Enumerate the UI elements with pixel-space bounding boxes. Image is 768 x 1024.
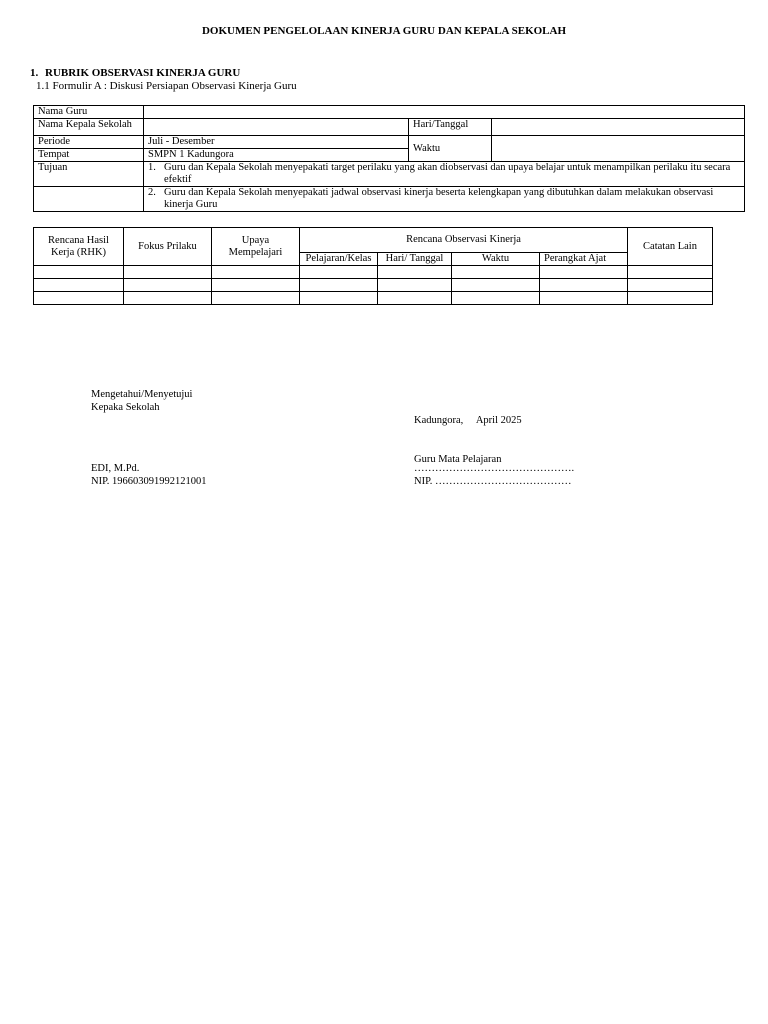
table-row: [34, 279, 713, 292]
subheader-perangkat: Perangkat Ajat: [540, 253, 628, 266]
cell[interactable]: [34, 292, 124, 305]
signature-left-name: EDI, M.Pd.: [91, 463, 140, 474]
signature-left-nip: NIP. 196603091992121001: [91, 476, 207, 487]
cell[interactable]: [628, 266, 713, 279]
cell[interactable]: [628, 292, 713, 305]
cell[interactable]: [452, 266, 540, 279]
table-row: [34, 266, 713, 279]
cell[interactable]: [378, 266, 452, 279]
row-periode: [34, 136, 745, 149]
cell[interactable]: [34, 279, 124, 292]
cell[interactable]: [540, 266, 628, 279]
tempat-value: SMPN 1 Kadungora: [144, 149, 409, 162]
cell[interactable]: [540, 292, 628, 305]
cell[interactable]: [300, 279, 378, 292]
subheader-pelajaran: Pelajaran/Kelas: [300, 253, 378, 266]
row-tujuan-2: [34, 187, 745, 212]
periode-value: Juli - Desember: [144, 136, 409, 149]
row-nama-guru: [34, 106, 745, 119]
goal-text: Guru dan Kepala Sekolah menyepakati jadwal observasi kinerja beserta kelengkapan yang dibutuhkan dalam melakukan observasi kinerja Guru: [164, 187, 714, 210]
cell[interactable]: [452, 279, 540, 292]
nama-guru-label: Nama Guru: [34, 106, 144, 119]
cell[interactable]: [212, 279, 300, 292]
cell[interactable]: [212, 266, 300, 279]
subheader-waktu: Waktu: [452, 253, 540, 266]
header-rencana-observasi: Rencana Observasi Kinerja: [300, 228, 628, 253]
cell[interactable]: [300, 266, 378, 279]
goal-number: 1.: [148, 162, 156, 173]
hari-tanggal-label: Hari/Tanggal: [409, 119, 492, 136]
header-rhk: Rencana Hasil Kerja (RHK): [34, 228, 124, 266]
signature-right-place-date: Kadungora, April 2025: [414, 415, 522, 426]
signature-right-nip: NIP. …………………………………: [414, 476, 572, 487]
goal-number: 2.: [148, 187, 156, 198]
nama-guru-value[interactable]: [144, 106, 745, 119]
goal-item: [144, 162, 745, 187]
hari-tanggal-value[interactable]: [492, 119, 745, 136]
signature-left-role: Kepaka Sekolah: [91, 402, 160, 413]
cell[interactable]: [452, 292, 540, 305]
goal-item: [144, 187, 745, 212]
waktu-value[interactable]: [492, 136, 745, 162]
cell[interactable]: [124, 279, 212, 292]
signature-right-name: ……………………………………….: [414, 463, 575, 474]
goal-text: Guru dan Kepala Sekolah menyepakati target perilaku yang akan diobservasi dan upaya belajar untuk menampilkan perilaku itu secara efektif: [164, 162, 731, 185]
cell[interactable]: [124, 292, 212, 305]
cell[interactable]: [212, 292, 300, 305]
cell[interactable]: [628, 279, 713, 292]
document-title: DOKUMEN PENGELOLAAN KINERJA GURU DAN KEPALA SEKOLAH: [201, 25, 567, 37]
row-tujuan-1: [34, 162, 745, 187]
section-title: RUBRIK OBSERVASI KINERJA GURU: [45, 67, 241, 79]
signature-left-line1: Mengetahui/Menyetujui: [91, 389, 193, 400]
kepala-sekolah-value[interactable]: [144, 119, 409, 136]
subheader-hari: Hari/ Tanggal: [378, 253, 452, 266]
info-table: [33, 105, 745, 212]
row-kepala-sekolah: [34, 119, 745, 136]
cell[interactable]: [124, 266, 212, 279]
plan-table: [33, 227, 713, 305]
tujuan-label: Tujuan: [34, 162, 144, 187]
cell[interactable]: [540, 279, 628, 292]
tujuan-label-empty: [34, 187, 144, 212]
signature-right-footer: [414, 462, 574, 488]
cell[interactable]: [34, 266, 124, 279]
header-catatan: Catatan Lain: [628, 228, 713, 266]
periode-label: Periode: [34, 136, 144, 149]
cell[interactable]: [378, 279, 452, 292]
section-heading: [30, 67, 240, 79]
kepala-sekolah-label: Nama Kepala Sekolah: [34, 119, 144, 136]
header-fokus: Fokus Prilaku: [124, 228, 212, 266]
signature-right-role: Guru Mata Pelajaran: [414, 454, 502, 465]
subsection-title: 1.1 Formulir A : Diskusi Persiapan Observasi Kinerja Guru: [36, 80, 297, 92]
table-row: [34, 292, 713, 305]
header-upaya: Upaya Mempelajari: [212, 228, 300, 266]
cell[interactable]: [300, 292, 378, 305]
cell[interactable]: [378, 292, 452, 305]
section-number: 1.: [30, 67, 39, 79]
tempat-label: Tempat: [34, 149, 144, 162]
signature-left-footer: [91, 462, 207, 488]
waktu-label: Waktu: [409, 136, 492, 162]
signature-left-header: [91, 388, 192, 414]
plan-header-row: [34, 228, 713, 253]
